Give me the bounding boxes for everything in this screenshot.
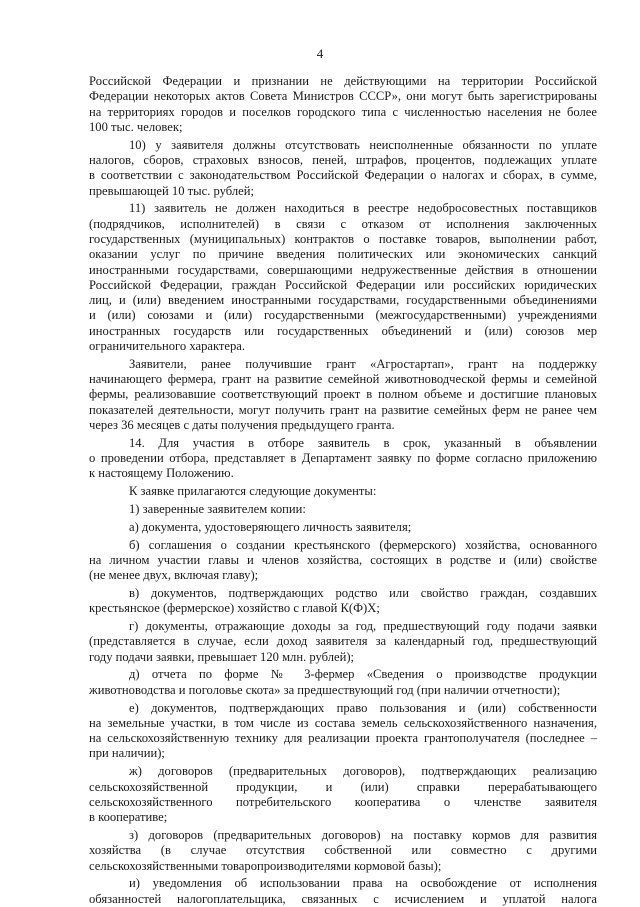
text-line: ограничительного характера. (89, 339, 246, 354)
text-line: через 36 месяцев с даты получения предыдущего гранта. (89, 418, 395, 433)
text-line: и (или) союзами и (или) государственными (межгосударственными) учреждениями (89, 308, 597, 323)
text-line: Российской Федерации и признании не действующими на территории Российской (89, 74, 597, 88)
text-line: показателей деятельности, могут получить грант на развитие семейных ферм не ранее чем (89, 402, 597, 417)
text-line: в соответствии с законодательством Российской Федерации о налогах и сборах, в сумме, (89, 168, 597, 183)
document-body (89, 74, 597, 907)
text-line: е) документов, подтверждающих право пользования и (или) собственности (129, 700, 597, 715)
text-line: на территориях городов и поселков городского типа с численностью населения не более (89, 104, 597, 119)
text-line: фермы, реализовавшие соответствующий проект в полном объеме и достигшие плановых (89, 387, 597, 402)
text-line: превышающей 10 тыс. рублей; (89, 183, 254, 198)
text-line: (подрядчиков, исполнителей) в связи с отказом от исполнения заключенных (89, 216, 597, 231)
text-line: иностранными государствами, совершающими недружественные действия в отношении (89, 262, 597, 277)
text-line: крестьянское (фермерское) хозяйство с главой К(Ф)Х; (89, 601, 380, 616)
text-line: 1) заверенные заявителем копии: (129, 502, 306, 517)
text-line: на земельные участки, в том числе из состава земель сельскохозяйственного назначения, (89, 715, 597, 730)
text-line: и) уведомления об использовании права на освобождение от исполнения (129, 876, 597, 891)
text-line: на личном участии главы и членов хозяйства, состоящих в родстве и (или) свойстве (89, 552, 597, 567)
page-number: 4 (316, 46, 324, 61)
text-line: к настоящему Положению. (89, 466, 234, 481)
text-line: 14. Для участия в отборе заявитель в срок, указанный в объявлении (129, 435, 597, 450)
text-line: а) документа, удостоверяющего личность заявителя; (129, 519, 412, 534)
text-line: о проведении отбора, представляет в Департамент заявку по форме согласно приложению (89, 451, 597, 466)
text-line: (не менее двух, включая главу); (89, 568, 259, 583)
text-line: хозяйства (в случае отсутствия собственной или совместно с другими (89, 843, 597, 858)
text-line: сельскохозяйственными товаропроизводителями кормовой базы); (89, 858, 442, 873)
text-line: при наличии); (89, 746, 165, 761)
text-line: б) соглашения о создании крестьянского (фермерского) хозяйства, основанного (129, 537, 597, 552)
text-line: г) документы, отражающие доходы за год, предшествующий году подачи заявки (129, 619, 597, 634)
text-line: з) договоров (предварительных договоров) на поставку кормов для развития (129, 827, 597, 842)
text-line: в) документов, подтверждающих родство или свойство граждан, создавших (129, 586, 597, 600)
text-line: году подачи заявки, превышает 120 млн. рублей); (89, 649, 355, 664)
text-line: сельскохозяйственной продукции, и (или) справки перерабатывающего (89, 779, 597, 794)
text-line: на сельскохозяйственную технику для реализации проекта грантополучателя (последнее – (89, 731, 597, 746)
text-line: 100 тыс. человек; (89, 119, 183, 134)
text-line: налогов, сборов, страховых взносов, пеней, штрафов, процентов, подлежащих уплате (89, 152, 597, 167)
text-line: К заявке прилагаются следующие документы: (129, 484, 377, 499)
text-line: сельскохозяйственного потребительского кооператива о членстве заявителя (89, 794, 597, 809)
text-line: 10) у заявителя должны отсутствовать неисполненные обязанности по уплате (129, 137, 597, 152)
text-line: оказании услуг по причине введения политических или экономических санкций (89, 247, 597, 262)
text-line: начинающего фермера, грант на развитие семейной животноводческой фермы и семейной (89, 372, 597, 387)
text-line: лиц, и (или) введением иностранными государствами, государственными объединениями (89, 293, 597, 308)
text-line: иностранных государств или государственных объединений и (или) союзов мер (89, 323, 597, 338)
text-line: обязанностей налогоплательщика, связанных с исчислением и уплатой налога (89, 891, 597, 906)
text-line: Российской Федерации, граждан Российской Федерации или российских юридических (89, 277, 597, 292)
text-line: 11) заявитель не должен находиться в реестре недобросовестных поставщиков (129, 201, 597, 216)
text-line: д) отчета по форме № 3-фермер «Сведения о производстве продукции (129, 667, 597, 682)
text-line: животноводства и поголовье скота» за предшествующий год (при наличии отчетности); (89, 682, 561, 697)
text-line: (представляется в случае, если доход заявителя за календарный год, предшествующий (89, 634, 597, 649)
text-line: государственных (муниципальных) контрактов о поставке товаров, выполнении работ, (89, 231, 597, 246)
text-line: в кооперативе; (89, 810, 168, 825)
text-line: Федерации некоторых актов Совета Министров СССР», они могут быть зарегистрированы (89, 89, 597, 104)
text-line: ж) договоров (предварительных договоров), подтверждающих реализацию (129, 764, 597, 779)
text-line: Заявители, ранее получившие грант «Агростартап», грант на поддержку (129, 356, 597, 371)
